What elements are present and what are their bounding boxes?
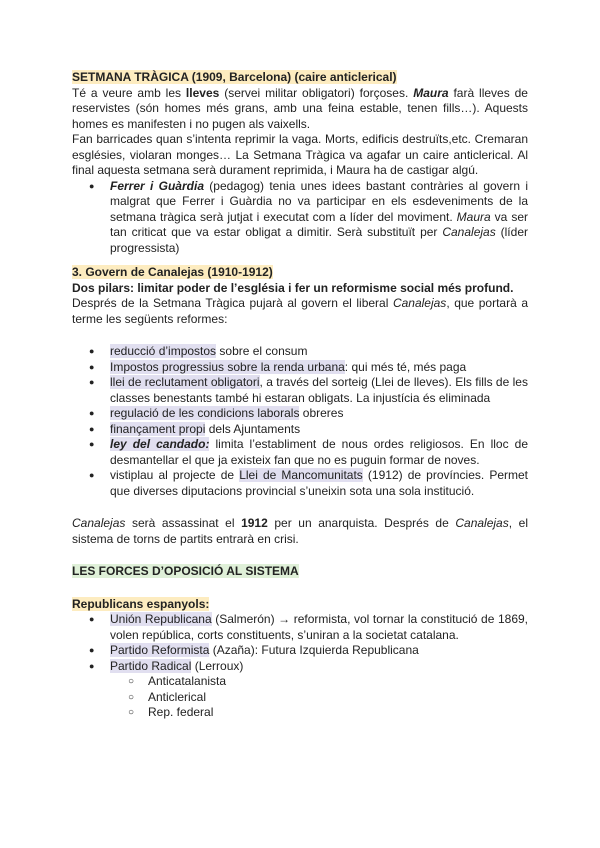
section-title-forces-oposicio: LES FORCES D’OPOSICIÓ AL SISTEMA: [72, 564, 299, 578]
republicans-list: [72, 612, 528, 674]
list-item: ● llei de reclutament obligatori, a través del sorteig (Llei de lleves). Els fills de les classes benestants també hi estaran obligats. La injustícia és eliminada: [72, 375, 528, 406]
sub-list-item: ○ Anticatalanista: [72, 674, 528, 690]
list-item: ● Partido Reformista (Azaña): Futura Izquierda Republicana: [72, 643, 528, 659]
paragraph: Després de la Setmana Tràgica pujarà al govern el liberal Canalejas, que portarà a terme les següents reformes:: [72, 296, 528, 326]
paragraph: Fan barricades quan s’intenta reprimir la vaga. Morts, edificis destruïts,etc. Cremaran esglésies, violaran monges… La Setmana Tràgica va agafar un caire anticlerical. Al final aquesta setmana serà durament reprimida, i Maura ha de castigar algú.: [72, 132, 528, 177]
list-item: ● Impostos progressius sobre la renda urbana: qui més té, més paga: [72, 360, 528, 376]
list-item: ● vistiplau al projecte de Llei de Mancomunitats (1912) de províncies. Permet que diverses diputacions provincial s’uneixin sota una sola institució.: [72, 468, 528, 499]
bullet-list: [72, 179, 528, 257]
sub-list: [72, 674, 528, 721]
section-subtitle: Dos pilars: limitar poder de l’església i fer un reformisme social més profund.: [72, 280, 514, 295]
list-item: ● reducció d’impostos sobre el consum: [72, 344, 528, 360]
sub-list-item: ○ Rep. federal: [72, 705, 528, 721]
section-title-canalejas: 3. Govern de Canalejas (1910-1912): [72, 265, 273, 279]
reforms-list: [72, 344, 528, 499]
section-subtitle: Republicans espanyols:: [72, 596, 210, 611]
paragraph: Canalejas serà assassinat el 1912 per un anarquista. Després de Canalejas, el sistema de torns de partits entrarà en crisi.: [72, 516, 528, 546]
list-item: ● Partido Radical (Lerroux): [72, 659, 528, 675]
list-item: ● regulació de les condicions laborals obreres: [72, 406, 528, 422]
list-item: ● Ferrer i Guàrdia (pedagog) tenia unes idees bastant contràries al govern i malgrat que Ferrer i Guàrdia no va participar en els esdeveniments de la setmana tràgica serà jutjat i executat com a líder del moviment. Maura va ser tan criticat que va estar obligat a dimitir. Serà substituït per Canalejas (líder progressista): [72, 179, 528, 257]
list-item: ● finançament propi dels Ajuntaments: [72, 422, 528, 438]
list-item: ● ley del candado: limita l’establiment de nous ordes religiosos. En lloc de desmantellar el que ja existeix fan que no es puguin formar de noves.: [72, 437, 528, 468]
section-title-setmana-tragica: SETMANA TRÀGICA (1909, Barcelona) (caire anticlerical): [72, 70, 397, 84]
sub-list-item: ○ Anticlerical: [72, 690, 528, 706]
paragraph: Té a veure amb les lleves (servei militar obligatori) forçoses. Maura farà lleves de reservistes (són homes més grans, amb una feina estable, tenen fills…). Aquests homes es manifesten i no pugen als vaixells.: [72, 85, 528, 131]
list-item: ● Unión Republicana (Salmerón) → reformista, vol tornar la constitució de 1869, volen república, corts constituents, s’uniran a la societat catalana.: [72, 612, 528, 643]
document-page: [72, 70, 528, 721]
